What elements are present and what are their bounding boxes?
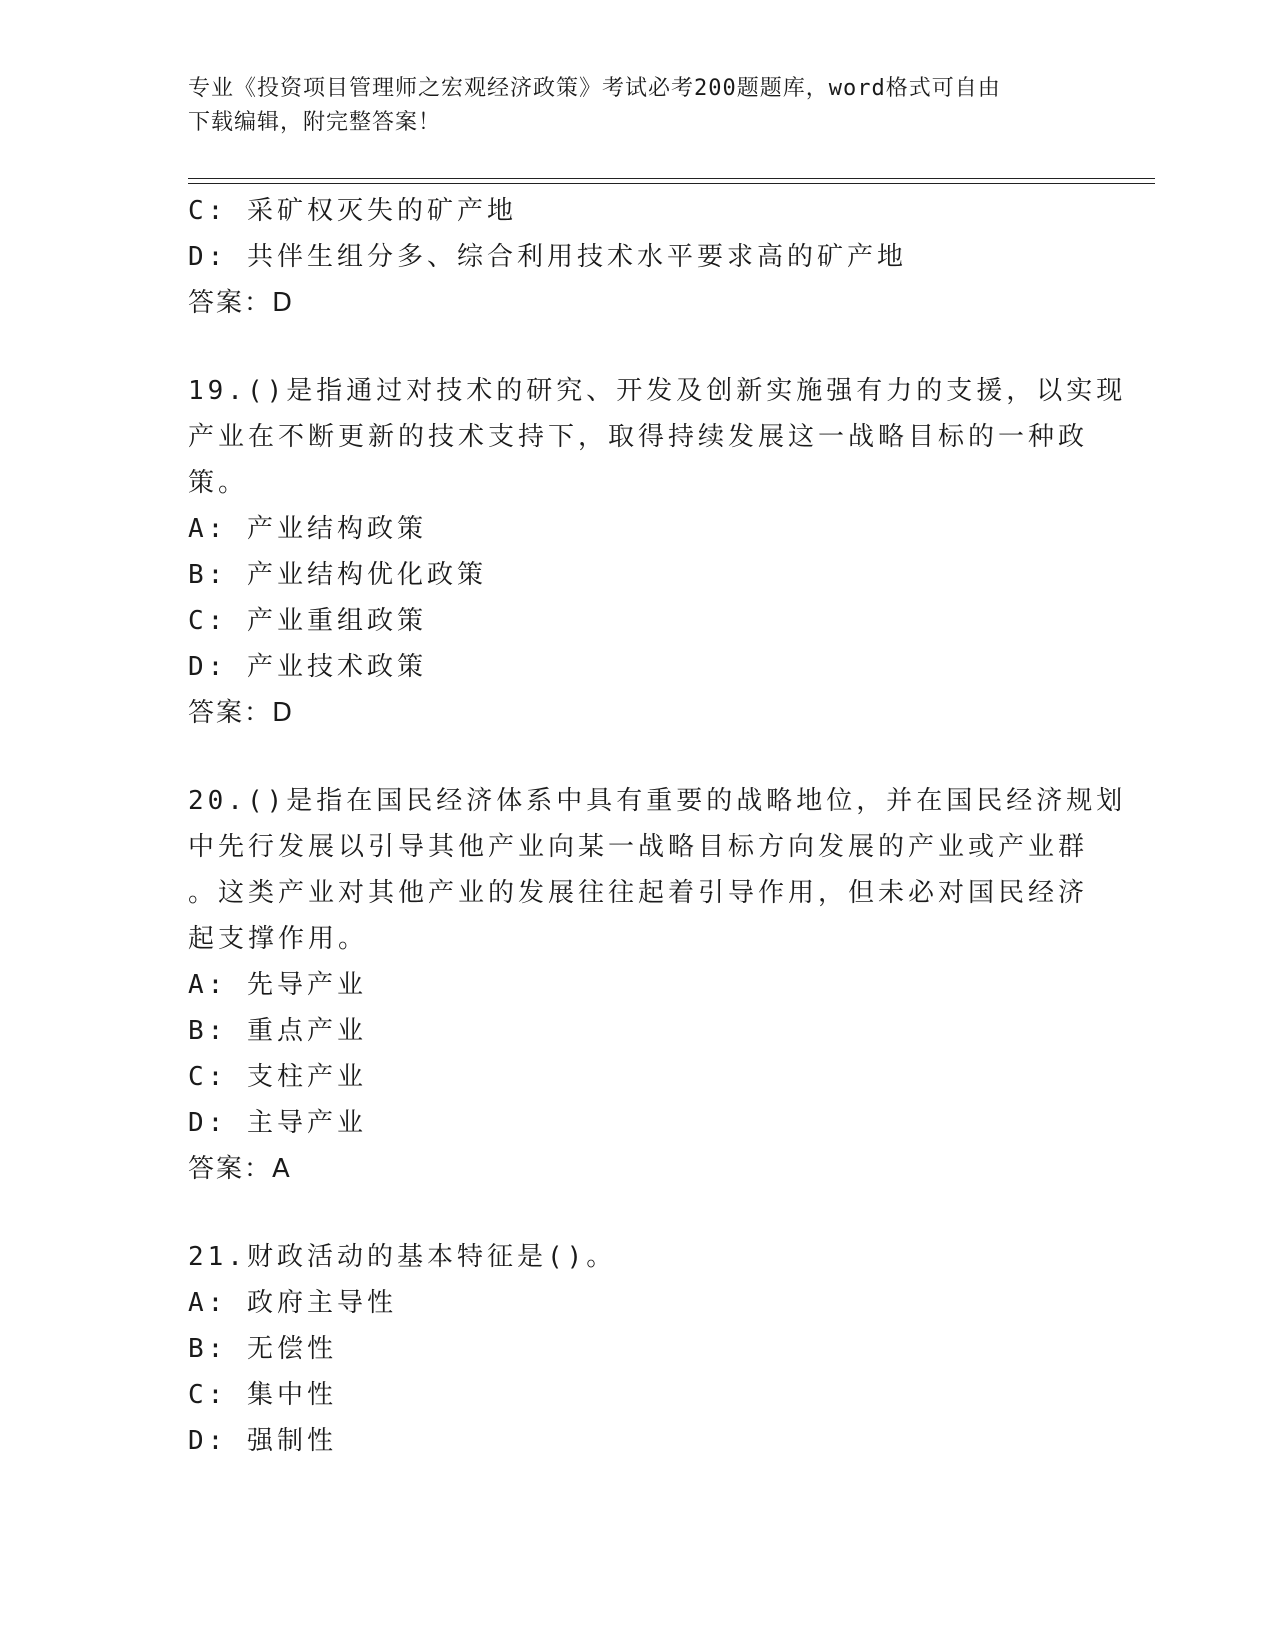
prev-question	[188, 188, 1068, 326]
header-line-2: 下载编辑，附完整答案！	[188, 110, 442, 135]
option-c	[188, 188, 1068, 234]
option-d	[188, 1100, 1068, 1146]
option-c	[188, 1054, 1068, 1100]
option-text: 共伴生组分多、综合利用技术水平要求高的矿产地	[246, 242, 907, 272]
answer: 答案：D	[188, 288, 295, 318]
question-20	[188, 778, 1127, 1192]
option-label: B:	[188, 1334, 228, 1364]
option-b	[188, 1008, 1068, 1054]
option-text: 无偿性	[246, 1334, 337, 1364]
header-rule-bottom	[188, 183, 1155, 184]
option-text: 产业结构政策	[246, 514, 427, 544]
spacer	[188, 326, 1068, 368]
question-stem-line: 19.()是指通过对技术的研究、开发及创新实施强有力的支援，以实现	[188, 376, 1127, 406]
option-label: C:	[188, 606, 228, 636]
option-text: 支柱产业	[246, 1062, 367, 1092]
option-c	[188, 598, 1068, 644]
option-label: A:	[188, 1288, 228, 1318]
option-label: B:	[188, 560, 228, 590]
option-text: 主导产业	[246, 1108, 367, 1138]
option-label: D:	[188, 1108, 228, 1138]
question-stem-line: 产业在不断更新的技术支持下，取得持续发展这一战略目标的一种政	[188, 422, 1089, 452]
option-label: D:	[188, 1426, 228, 1456]
option-d	[188, 644, 1068, 690]
document-body	[188, 188, 1127, 1464]
answer: 答案：D	[188, 698, 295, 728]
question-21	[188, 1234, 1068, 1464]
option-label: C:	[188, 1380, 228, 1410]
option-a	[188, 1280, 1068, 1326]
option-label: A:	[188, 514, 228, 544]
option-label: D:	[188, 242, 228, 272]
header-rule-top	[188, 178, 1155, 179]
option-label: C:	[188, 1062, 228, 1092]
option-text: 强制性	[246, 1426, 337, 1456]
question-stem-line: 21.财政活动的基本特征是()。	[188, 1242, 617, 1272]
option-b	[188, 1326, 1068, 1372]
header-line-1: 专业《投资项目管理师之宏观经济政策》考试必考200题题库，word格式可自由	[188, 76, 1001, 101]
spacer	[188, 736, 1068, 778]
option-text: 产业重组政策	[246, 606, 427, 636]
option-text: 产业技术政策	[246, 652, 427, 682]
option-label: B:	[188, 1016, 228, 1046]
answer: 答案：A	[188, 1154, 292, 1184]
question-stem-line: 策。	[188, 468, 249, 498]
option-label: C:	[188, 196, 228, 226]
option-text: 采矿权灭失的矿产地	[246, 196, 517, 226]
question-stem-line: 20.()是指在国民经济体系中具有重要的战略地位，并在国民经济规划	[188, 786, 1127, 816]
option-text: 先导产业	[246, 970, 367, 1000]
option-text: 重点产业	[246, 1016, 367, 1046]
question-stem-line: 中先行发展以引导其他产业向某一战略目标方向发展的产业或产业群	[188, 832, 1089, 862]
question-stem-line: 起支撑作用。	[188, 924, 369, 954]
option-d	[188, 234, 1068, 280]
option-label: D:	[188, 652, 228, 682]
option-b	[188, 552, 1068, 598]
document-header	[188, 72, 1088, 140]
question-stem-line: 。这类产业对其他产业的发展往往起着引导作用，但未必对国民经济	[188, 878, 1089, 908]
option-c	[188, 1372, 1068, 1418]
option-text: 政府主导性	[246, 1288, 397, 1318]
option-label: A:	[188, 970, 228, 1000]
spacer	[188, 1192, 1068, 1234]
option-text: 产业结构优化政策	[246, 560, 487, 590]
option-text: 集中性	[246, 1380, 337, 1410]
option-d	[188, 1418, 1068, 1464]
question-19	[188, 368, 1127, 736]
option-a	[188, 506, 1068, 552]
option-a	[188, 962, 1068, 1008]
